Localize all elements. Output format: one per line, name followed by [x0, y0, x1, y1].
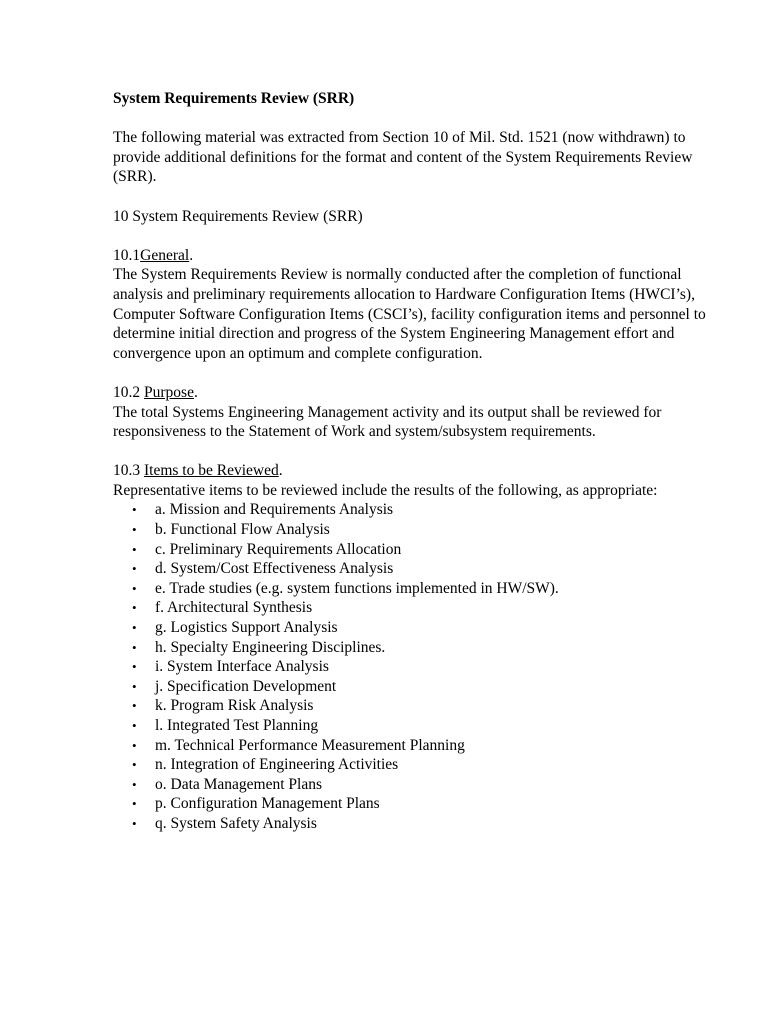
list-item-text: l. Integrated Test Planning [155, 717, 319, 734]
document-page [113, 89, 733, 834]
list-item [113, 618, 733, 638]
list-item-text: e. Trade studies (e.g. system functions implemented in HW/SW). [155, 579, 559, 597]
bullet-icon: • [132, 502, 137, 518]
list-item [113, 559, 733, 579]
list-item-text: g. Logistics Support Analysis [155, 619, 338, 637]
list-item [113, 540, 733, 560]
bullet-icon: • [132, 600, 137, 616]
list-item-text: f. Architectural Synthesis [155, 599, 313, 617]
general-heading [113, 246, 733, 266]
review-items-list [113, 500, 733, 833]
bullet-icon: • [132, 580, 137, 596]
list-item-text: q. System Safety Analysis [155, 814, 317, 832]
list-item [113, 657, 733, 677]
list-item-text: d. System/Cost Effectiveness Analysis [155, 560, 394, 578]
document-title: System Requirements Review (SRR) [113, 90, 355, 107]
bullet-icon: • [132, 678, 137, 694]
general-number: 10.1 [113, 246, 141, 264]
list-item [113, 579, 733, 599]
general-label: General [140, 246, 190, 264]
list-item-text: p. Configuration Management Plans [155, 795, 380, 813]
list-item [113, 520, 733, 540]
bullet-icon: • [132, 639, 137, 655]
items-label: Items to be Reviewed [144, 462, 279, 480]
list-item [113, 716, 733, 736]
intro-paragraph: The following material was extracted from Section 10 of Mil. Std. 1521 (now withdrawn) to provide additional definitions for the format and content of the System Requirements Review (SRR). [113, 129, 693, 186]
list-item [113, 598, 733, 618]
list-item [113, 755, 733, 775]
items-body: Representative items to be reviewed include the results of the following, as appropriate: [113, 481, 658, 499]
list-item-text: k. Program Risk Analysis [155, 697, 314, 715]
bullet-icon: • [132, 737, 137, 753]
list-item-text: m. Technical Performance Measurement Planning [155, 736, 465, 754]
list-item [113, 814, 733, 834]
list-item [113, 794, 733, 814]
general-body: The System Requirements Review is normally conducted after the completion of functional analysis and preliminary requirements allocation to Hardware Configuration Items (HWCI’s), Computer Software Configuration Items (CSCI’s), facility configuration items and personnel to determine initial direction and progress of the System Engineering Management effort and convergence upon an optimum and complete configuration. [113, 266, 706, 362]
bullet-icon: • [132, 620, 137, 636]
list-item-text: b. Functional Flow Analysis [155, 521, 330, 539]
list-item-text: h. Specialty Engineering Disciplines. [155, 638, 386, 656]
list-item-text: a. Mission and Requirements Analysis [155, 501, 394, 519]
list-item-text: j. Specification Development [155, 677, 337, 695]
purpose-label: Purpose [144, 383, 194, 401]
list-item [113, 638, 733, 658]
purpose-body: The total Systems Engineering Management activity and its output shall be reviewed for responsiveness to the Statement of Work and system/subsystem requirements. [113, 403, 662, 441]
bullet-icon: • [132, 718, 137, 733]
list-item [113, 677, 733, 697]
list-item [113, 696, 733, 716]
spacer [113, 187, 733, 207]
list-item-text: c. Preliminary Requirements Allocation [155, 540, 402, 558]
bullet-icon: • [132, 815, 137, 831]
items-heading [113, 461, 733, 481]
list-item-text: n. Integration of Engineering Activities [155, 756, 399, 774]
items-punct: . [278, 462, 283, 480]
bullet-icon: • [132, 757, 137, 773]
bullet-icon: • [132, 561, 137, 577]
list-item-text: i. System Interface Analysis [155, 658, 329, 676]
list-item [113, 775, 733, 795]
bullet-icon: • [132, 522, 137, 538]
bullet-icon: • [132, 796, 137, 812]
purpose-number: 10.2 [113, 383, 144, 401]
list-item [113, 500, 733, 520]
spacer [113, 363, 733, 383]
spacer [113, 442, 733, 462]
bullet-icon: • [132, 776, 137, 792]
purpose-heading [113, 383, 733, 403]
general-punct: . [189, 246, 194, 264]
spacer [113, 109, 733, 129]
bullet-icon: • [132, 698, 137, 714]
section-heading: 10 System Requirements Review (SRR) [113, 207, 363, 225]
items-number: 10.3 [113, 462, 144, 480]
spacer [113, 226, 733, 246]
list-item-text: o. Data Management Plans [155, 775, 323, 793]
bullet-icon: • [132, 659, 137, 675]
bullet-icon: • [132, 541, 137, 557]
list-item [113, 736, 733, 756]
purpose-punct: . [193, 383, 198, 401]
